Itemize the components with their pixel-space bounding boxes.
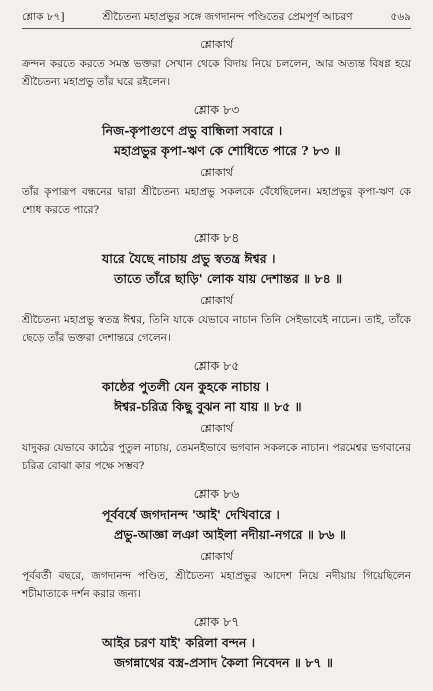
translation-paragraph: যাদুকর যেভাবে কাঠের পুতুল নাচায়, তেমনইভাবে ভগবান সকলকে নাচান। পরমেশ্বর ভগবানের চরিত্র বোঝা কার পক্ষে সম্ভব? bbox=[22, 442, 411, 472]
verse-line-2: ঈশ্বর-চরিত্র কিছু বুঝন না যায় ॥ ৮৫ ॥ bbox=[114, 399, 302, 414]
section-heading-translation: শ্লোকার্থ bbox=[200, 422, 233, 435]
verse-number-heading: শ্লোক ৮৬ bbox=[193, 486, 240, 501]
verse-number-heading: শ্লোক ৮৫ bbox=[193, 358, 240, 373]
verse-line-2: প্রভু-আজ্ঞা লঞা আইলা নদীয়া-নগরে ॥ ৮৬ ॥ bbox=[114, 527, 346, 542]
translation-paragraph: শ্রীচৈতন্য মহাপ্রভু স্বতন্ত্র ঈশ্বর, তিনি যাকে যেভাবে নাচান তিনি সেইভাবেই নাচেন। তাই, তাঁকে ছেড়ে তাঁর ভক্তরা দেশান্তরে গেলেন। bbox=[22, 314, 411, 344]
running-head-verse-ref: শ্লোক ৮৭] bbox=[22, 11, 65, 23]
verse-line-1: পূর্ববর্ষে জগদানন্দ 'আই' দেখিবারে । bbox=[102, 507, 280, 522]
verse-line-1: কাষ্ঠের পুতলী যেন কুহকে নাচায় । bbox=[102, 379, 270, 394]
section-heading-translation: শ্লোকার্থ bbox=[200, 166, 233, 179]
translation-paragraph: তাঁর কৃপারূপ বন্ধনের দ্বারা শ্রীচৈতন্য মহাপ্রভু সকলকে বেঁধেছিলেন। মহাপ্রভুর কৃপা-ঋণ কে শোধ করতে পারে? bbox=[22, 186, 411, 216]
running-head bbox=[22, 10, 411, 29]
section-heading-translation: শ্লোকার্থ bbox=[200, 550, 233, 563]
running-head-title: শ্রীচৈতন্য মহাপ্রভুর সঙ্গে জগদানন্দ পণ্ডিতের প্রেমপূর্ণ আচরণ bbox=[102, 11, 353, 23]
section-heading-translation: শ্লোকার্থ bbox=[200, 294, 233, 307]
verse-number-heading: শ্লোক ৮৪ bbox=[193, 230, 240, 245]
translation-paragraph: ক্রন্দন করতে করতে সমস্ত ভক্তরা সেখান থেকে বিদায় নিয়ে চললেন, আর অত্যন্ত বিষণ্ণ হয়ে শ্রীচৈতন্য মহাপ্রভু তাঁর ঘরে রইলেন। bbox=[22, 58, 411, 88]
page-number: ৫৬৯ bbox=[390, 11, 411, 23]
section-heading-translation: শ্লোকার্থ bbox=[200, 38, 233, 51]
translation-paragraph: পূর্ববর্তী বছরে, জগদানন্দ পণ্ডিত, শ্রীচৈতন্য মহাপ্রভুর আদেশ নিয়ে নদীয়ায় গিয়েছিলেন শচীমাতাকে দর্শন করার জন্য। bbox=[22, 570, 411, 600]
verse-line-2: মহাপ্রভুর কৃপা-ঋণ কে শোধিতে পারে ? ৮৩ ॥ bbox=[114, 143, 341, 158]
verse-line-2: জগন্নাথের বস্ত্র-প্রসাদ কৈলা নিবেদন ॥ ৮৭ ॥ bbox=[114, 655, 333, 670]
verse-line-1: নিজ-কৃপাগুণে প্রভু বান্ধিলা সবারে । bbox=[102, 123, 283, 138]
verse-line-1: যারে যৈছে নাচায় প্রভু স্বতন্ত্র ঈশ্বর । bbox=[102, 251, 276, 266]
verse-number-heading: শ্লোক ৮৩ bbox=[193, 102, 240, 117]
verse-number-heading: শ্লোক ৮৭ bbox=[193, 614, 240, 629]
verse-line-1: আইর চরণ যাই' করিলা বন্দন । bbox=[102, 635, 256, 650]
page-body bbox=[22, 37, 411, 673]
verse-line-2: তাতে তাঁরে ছাড়ি' লোক যায় দেশান্তর ॥ ৮৪ ॥ bbox=[114, 271, 343, 286]
